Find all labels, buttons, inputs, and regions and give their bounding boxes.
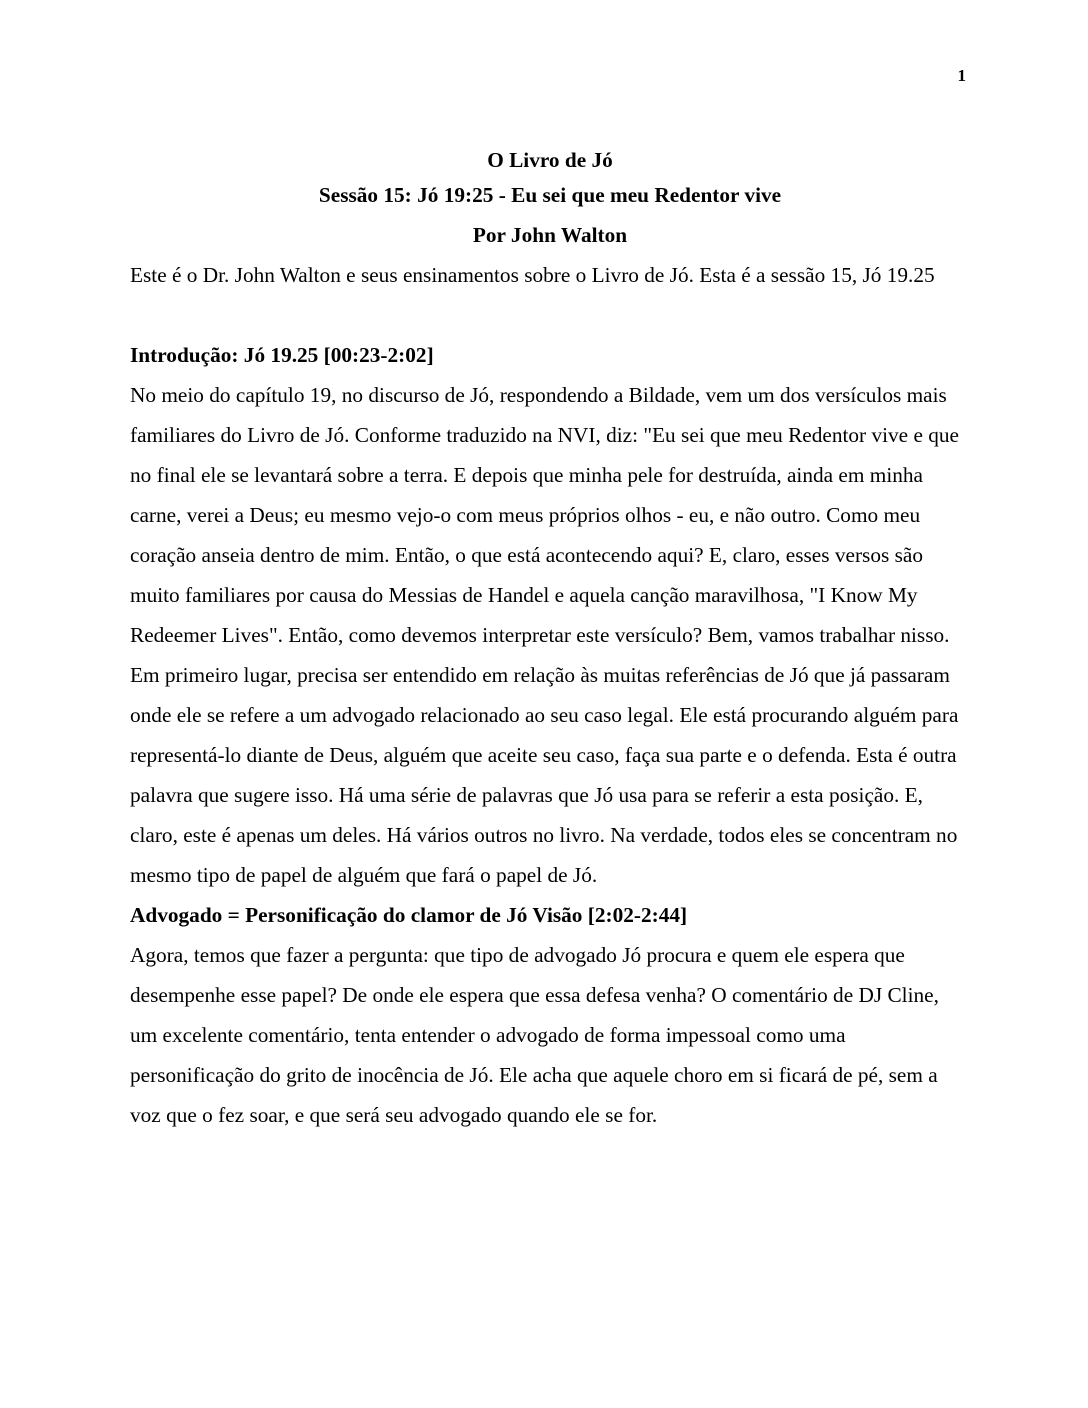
intro-paragraph: Este é o Dr. John Walton e seus ensinamentos sobre o Livro de Jó. Esta é a sessão 15, Jó 19.25 — [130, 263, 935, 287]
document-subtitle: Sessão 15: Jó 19:25 - Eu sei que meu Redentor vive — [318, 183, 782, 207]
section-heading-advocate: Advogado = Personificação do clamor de Jó Visão [2:02-2:44] — [130, 903, 688, 927]
section-advocate-paragraph-1: Agora, temos que fazer a pergunta: que tipo de advogado Jó procura e quem ele espera que desempenhe esse papel? De onde ele espera que essa defesa venha? O comentário de DJ Cline, um excelente comentário, tenta entender o advogado de forma impessoal como uma personificação do grito de inocência de Jó. Ele acha que aquele choro em si ficará de pé, sem a voz que o fez soar, e que será seu advogado quando ele se for. — [130, 943, 939, 1127]
section-introduction-paragraph-2: Em primeiro lugar, precisa ser entendido em relação às muitas referências de Jó que já passaram onde ele se refere a um advogado relacionado ao seu caso legal. Ele está procurando alguém para representá-lo diante de Deus, alguém que aceite seu caso, faça sua parte e o defenda. Esta é outra palavra que sugere isso. Há uma série de palavras que Jó usa para se referir a esta posição. E, claro, este é apenas um deles. Há vários outros no livro. Na verdade, todos eles se concentram no mesmo tipo de papel de alguém que fará o papel de Jó. — [130, 663, 959, 887]
document-author: Por John Walton — [472, 223, 628, 247]
section-introduction-paragraph-1: No meio do capítulo 19, no discurso de Jó, respondendo a Bildade, vem um dos versículos mais familiares do Livro de Jó. Conforme traduzido na NVI, diz: "Eu sei que meu Redentor vive e que no final ele se levantará sobre a terra. E depois que minha pele for destruída, ainda em minha carne, verei a Deus; eu mesmo vejo-o com meus próprios olhos - eu, e não outro. Como meu coração anseia dentro de mim. Então, o que está acontecendo aqui? E, claro, esses versos são muito familiares por causa do Messias de Handel e aquela canção maravilhosa, "I Know My Redeemer Lives". Então, como devemos interpretar este versículo? Bem, vamos trabalhar nisso. — [130, 383, 959, 647]
document-title: O Livro de Jó — [487, 148, 613, 172]
page-number: 1 — [957, 66, 966, 85]
document-body — [130, 145, 970, 1135]
spacer — [130, 295, 970, 335]
section-heading-introduction: Introdução: Jó 19.25 [00:23-2:02] — [130, 343, 434, 367]
